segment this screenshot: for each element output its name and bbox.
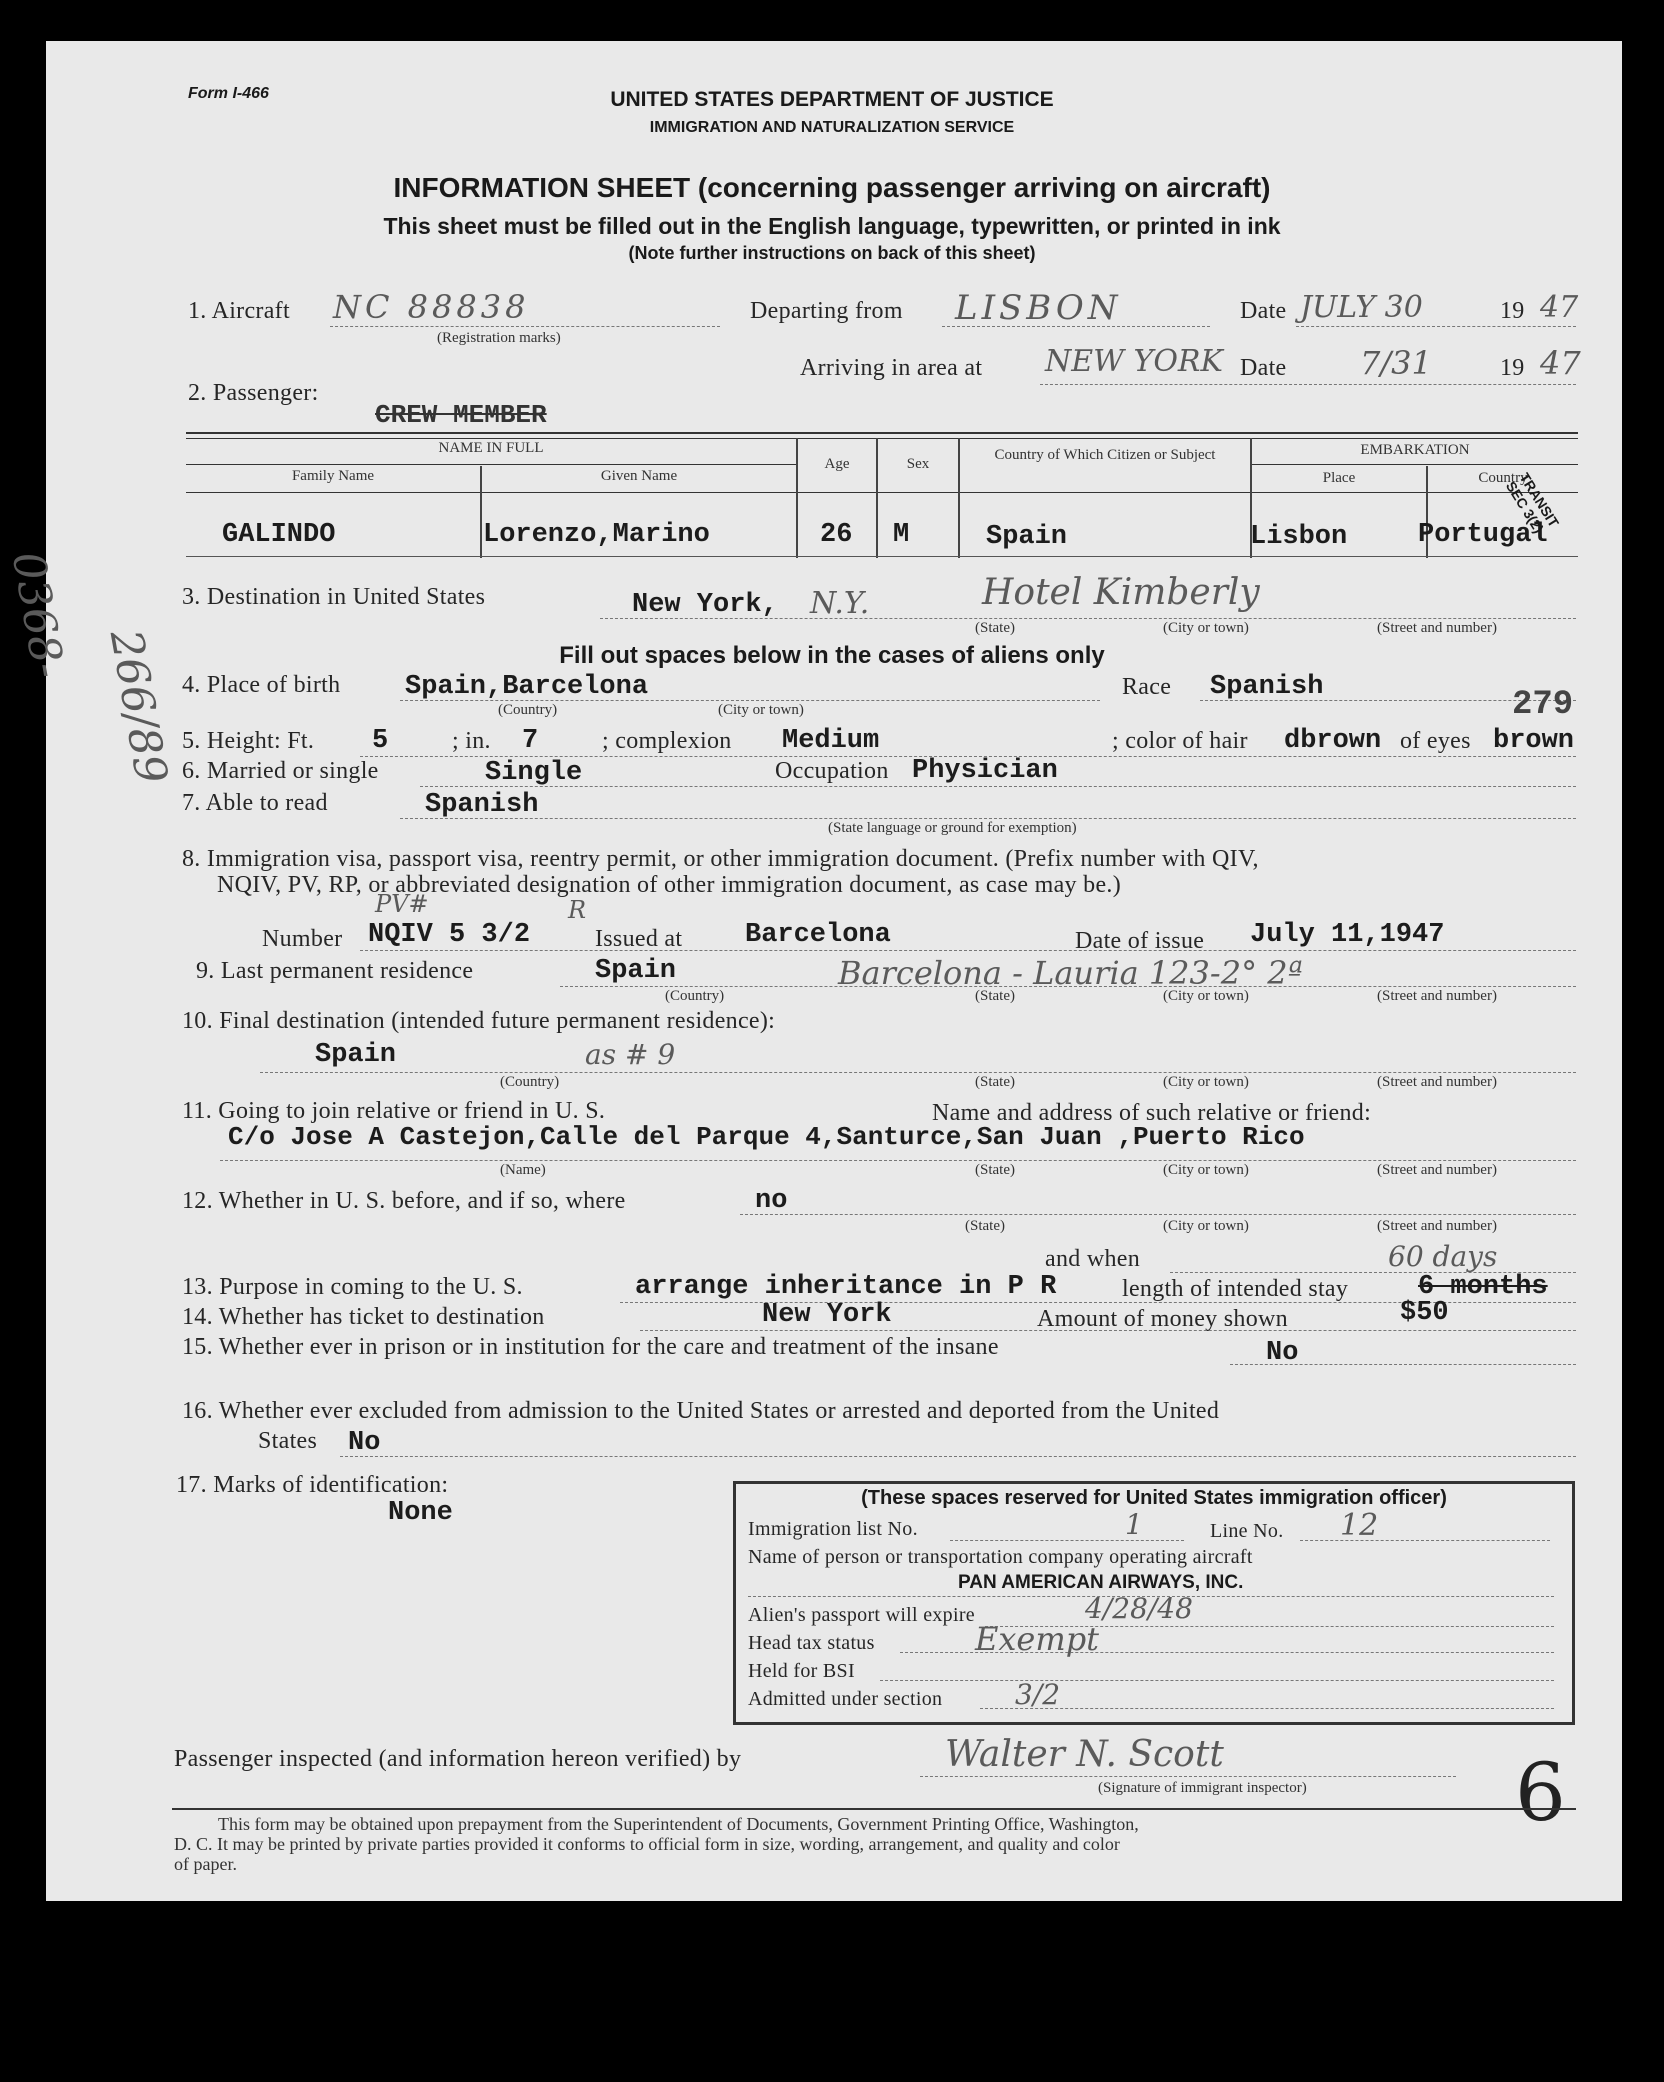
headtax-label: Head tax status xyxy=(748,1632,875,1654)
issue-date-label: Date of issue xyxy=(1075,928,1205,954)
destination-state: New York, xyxy=(632,590,778,620)
issued-at-value: Barcelona xyxy=(745,920,891,950)
service-heading: IMMIGRATION AND NATURALIZATION SERVICE xyxy=(649,119,1015,136)
arrival-year-prefix: 19 xyxy=(1500,355,1525,381)
line-value: 12 xyxy=(1340,1508,1379,1543)
visa-hand-annotation: PV# xyxy=(375,890,429,918)
final-destination-hand: as # 9 xyxy=(585,1038,676,1071)
given-name: Lorenzo,Marino xyxy=(483,520,710,550)
instruction-note: (Note further instructions on back of this sheet) xyxy=(628,243,1036,263)
bsi-label: Held for BSI xyxy=(748,1660,855,1682)
age-header: Age xyxy=(824,456,850,472)
visa-label-2: NQIV, PV, RP, or abbreviated designation of other immigration document, as case may be.) xyxy=(217,872,1122,898)
passport-value: 4/28/48 xyxy=(1085,1592,1193,1625)
departure-year-prefix: 19 xyxy=(1500,298,1525,324)
previous-label: 12. Whether in U. S. before, and if so, where xyxy=(182,1188,626,1214)
footer-line-3: of paper. xyxy=(174,1854,237,1874)
occupation-label: Occupation xyxy=(775,758,889,784)
signature-caption: (Signature of immigrant inspector) xyxy=(1098,1780,1307,1796)
occupation-value: Physician xyxy=(912,756,1058,786)
relative-state-caption: (State) xyxy=(975,1162,1015,1178)
excluded-label-1: 16. Whether ever excluded from admission to the United States or arrested and deported from the United xyxy=(182,1398,1220,1424)
stay-length-hand: 60 days xyxy=(1388,1240,1498,1273)
embark-country: Portugal xyxy=(1418,520,1548,550)
residence-country-caption: (Country) xyxy=(665,988,725,1004)
residence-label: 9. Last permanent residence xyxy=(196,958,474,984)
married-value: Single xyxy=(485,758,583,788)
final-country-caption: (Country) xyxy=(500,1074,560,1090)
footer-line-2: D. C. It may be printed by private parties provided it conforms to official form in size, wording, arrangement, and quality and color xyxy=(174,1834,1120,1854)
eyes-value: brown xyxy=(1493,726,1575,756)
visa-hand-annotation-2: R xyxy=(568,896,587,924)
ticket-label: 14. Whether has ticket to destination xyxy=(182,1304,545,1330)
verification-number: 6 xyxy=(1515,1746,1566,1839)
final-city-caption: (City or town) xyxy=(1163,1074,1249,1090)
list-value: 1 xyxy=(1125,1508,1143,1541)
previous-city-caption: (City or town) xyxy=(1163,1218,1249,1234)
embarkation-header: EMBARKATION xyxy=(1360,442,1470,458)
relative-label-right: Name and address of such relative or friend: xyxy=(932,1100,1372,1126)
previous-street-caption: (Street and number) xyxy=(1377,1218,1497,1234)
citizen-country: Spain xyxy=(986,522,1068,552)
complexion-value: Medium xyxy=(782,726,880,756)
marks-label: 17. Marks of identification: xyxy=(176,1472,449,1498)
arriving-value: NEW YORK xyxy=(1045,344,1223,379)
relative-value: C/o Jose A Castejon,Calle del Parque 4,Santurce,San Juan ,Puerto Rico xyxy=(228,1122,1305,1152)
embark-place: Lisbon xyxy=(1250,522,1348,552)
destination-city-caption: (City or town) xyxy=(1163,620,1249,636)
family-name-header: Family Name xyxy=(291,468,375,484)
given-name-header: Given Name xyxy=(600,468,678,484)
arriving-label: Arriving in area at xyxy=(800,355,983,381)
section-value: 3/2 xyxy=(1015,1678,1061,1711)
passenger-crossed-out: CREW MEMBER xyxy=(375,400,547,430)
read-value: Spanish xyxy=(425,790,539,820)
final-destination-country: Spain xyxy=(315,1040,397,1070)
complexion-label: ; complexion xyxy=(602,728,732,754)
race-value: Spanish xyxy=(1210,672,1324,702)
final-destination-label: 10. Final destination (intended future permanent residence): xyxy=(182,1008,776,1034)
final-state-caption: (State) xyxy=(975,1074,1015,1090)
citizen-country-header: Country of Which Citizen or Subject xyxy=(994,447,1216,463)
marks-value: None xyxy=(388,1498,453,1528)
arrival-date: 7/31 xyxy=(1360,344,1432,382)
height-in: 7 xyxy=(522,726,539,756)
margin-note-2: 266/89 xyxy=(99,626,177,788)
departure-year: 47 xyxy=(1540,290,1579,325)
excluded-label-2: States xyxy=(258,1428,318,1454)
visa-label-1: 8. Immigration visa, passport visa, reentry permit, or other immigration document. (Prefix number with QIV, xyxy=(182,846,1259,872)
residence-state-caption: (State) xyxy=(975,988,1015,1004)
embark-country-header: Country xyxy=(1478,470,1528,486)
ticket-value: New York xyxy=(762,1300,892,1330)
aircraft-label: 1. Aircraft xyxy=(188,298,290,324)
race-label: Race xyxy=(1122,674,1172,700)
height-label: 5. Height: Ft. xyxy=(182,728,315,754)
stay-length-label: length of intended stay xyxy=(1122,1276,1349,1302)
relative-city-caption: (City or town) xyxy=(1163,1162,1249,1178)
purpose-label: 13. Purpose in coming to the U. S. xyxy=(182,1274,523,1300)
form-number: Form I-466 xyxy=(188,85,269,102)
visa-number-label: Number xyxy=(262,926,343,952)
birth-label: 4. Place of birth xyxy=(182,672,341,698)
operator-value: PAN AMERICAN AIRWAYS, INC. xyxy=(958,1572,1244,1593)
aircraft-value: NC 88838 xyxy=(333,288,530,326)
birth-country-caption: (Country) xyxy=(498,702,558,718)
footer-line-1: This form may be obtained upon prepayment from the Superintendent of Documents, Government Printing Office, Washington, xyxy=(218,1814,1139,1834)
issue-date-value: July 11,1947 xyxy=(1250,920,1445,950)
birth-city-caption: (City or town) xyxy=(718,702,804,718)
married-label: 6. Married or single xyxy=(182,758,379,784)
arrival-date-label: Date xyxy=(1240,355,1287,381)
residence-street-caption: (Street and number) xyxy=(1377,988,1497,1004)
read-label: 7. Able to read xyxy=(182,790,328,816)
height-in-label: ; in. xyxy=(452,728,491,754)
embark-place-header: Place xyxy=(1322,470,1356,486)
destination-street: Hotel Kimberly xyxy=(982,572,1260,613)
residence-hand: Barcelona - Lauria 123-2° 2ª xyxy=(838,954,1303,992)
destination-street-caption: (Street and number) xyxy=(1377,620,1497,636)
margin-note-1: 0368- xyxy=(1,548,75,682)
sex-header: Sex xyxy=(906,456,930,472)
headtax-value: Exempt xyxy=(975,1620,1100,1658)
officer-box-title: (These spaces reserved for United States immigration officer) xyxy=(861,1487,1447,1509)
purpose-value: arrange inheritance in P R xyxy=(635,1272,1057,1302)
residence-city-caption: (City or town) xyxy=(1163,988,1249,1004)
prison-label: 15. Whether ever in prison or in institution for the care and treatment of the insane xyxy=(182,1334,999,1360)
departing-value: LISBON xyxy=(955,288,1122,328)
destination-label: 3. Destination in United States xyxy=(182,584,486,610)
section-label: Admitted under section xyxy=(748,1688,943,1710)
list-label: Immigration list No. xyxy=(748,1518,918,1540)
read-caption: (State language or ground for exemption) xyxy=(828,820,1077,836)
departure-date: JULY 30 xyxy=(1300,290,1423,325)
stay-length-typed: 6 months xyxy=(1418,1272,1548,1302)
arrival-year: 47 xyxy=(1540,344,1581,382)
hair-label: ; color of hair xyxy=(1112,728,1248,754)
previous-value: no xyxy=(755,1186,788,1216)
destination-city: N.Y. xyxy=(810,586,870,621)
issued-at-label: Issued at xyxy=(595,926,683,952)
margin-number: 279 xyxy=(1512,686,1574,724)
relative-name-caption: (Name) xyxy=(500,1162,546,1178)
transit-stamp: TRANSIT SEC 3(2) xyxy=(1502,470,1563,536)
residence-country: Spain xyxy=(595,956,677,986)
money-value: $50 xyxy=(1400,1298,1449,1328)
hair-value: dbrown xyxy=(1284,726,1382,756)
registration-caption: (Registration marks) xyxy=(437,330,561,346)
aliens-heading: Fill out spaces below in the cases of aliens only xyxy=(559,642,1105,669)
height-ft: 5 xyxy=(372,726,389,756)
age-value: 26 xyxy=(820,520,853,550)
excluded-value: No xyxy=(348,1428,381,1458)
and-when-label: and when xyxy=(1045,1246,1141,1272)
final-street-caption: (Street and number) xyxy=(1377,1074,1497,1090)
money-label: Amount of money shown xyxy=(1037,1306,1288,1332)
verification-label: Passenger inspected (and information hereon verified) by xyxy=(174,1746,742,1772)
departure-date-label: Date xyxy=(1240,298,1287,324)
page-title: INFORMATION SHEET (concerning passenger arriving on aircraft) xyxy=(393,172,1271,203)
birth-value: Spain,Barcelona xyxy=(405,672,649,702)
previous-state-caption: (State) xyxy=(965,1218,1005,1234)
inspector-signature: Walter N. Scott xyxy=(945,1734,1224,1775)
line-label: Line No. xyxy=(1210,1520,1284,1542)
visa-number: NQIV 5 3/2 xyxy=(368,920,531,950)
passport-label: Alien's passport will expire xyxy=(748,1604,975,1626)
family-name: GALINDO xyxy=(222,520,336,550)
eyes-label: of eyes xyxy=(1400,728,1471,754)
departing-label: Departing from xyxy=(750,298,903,324)
instruction-line: This sheet must be filled out in the English language, typewritten, or printed in ink xyxy=(383,213,1281,239)
prison-value: No xyxy=(1266,1338,1299,1368)
destination-state-caption: (State) xyxy=(975,620,1015,636)
sex-value: M xyxy=(893,520,910,550)
passenger-label: 2. Passenger: xyxy=(188,380,319,406)
relative-label: 11. Going to join relative or friend in U. S. xyxy=(182,1098,606,1124)
department-heading: UNITED STATES DEPARTMENT OF JUSTICE xyxy=(610,88,1054,111)
operator-label: Name of person or transportation company operating aircraft xyxy=(748,1546,1253,1568)
relative-street-caption: (Street and number) xyxy=(1377,1162,1497,1178)
name-in-full-header: NAME IN FULL xyxy=(438,440,544,456)
